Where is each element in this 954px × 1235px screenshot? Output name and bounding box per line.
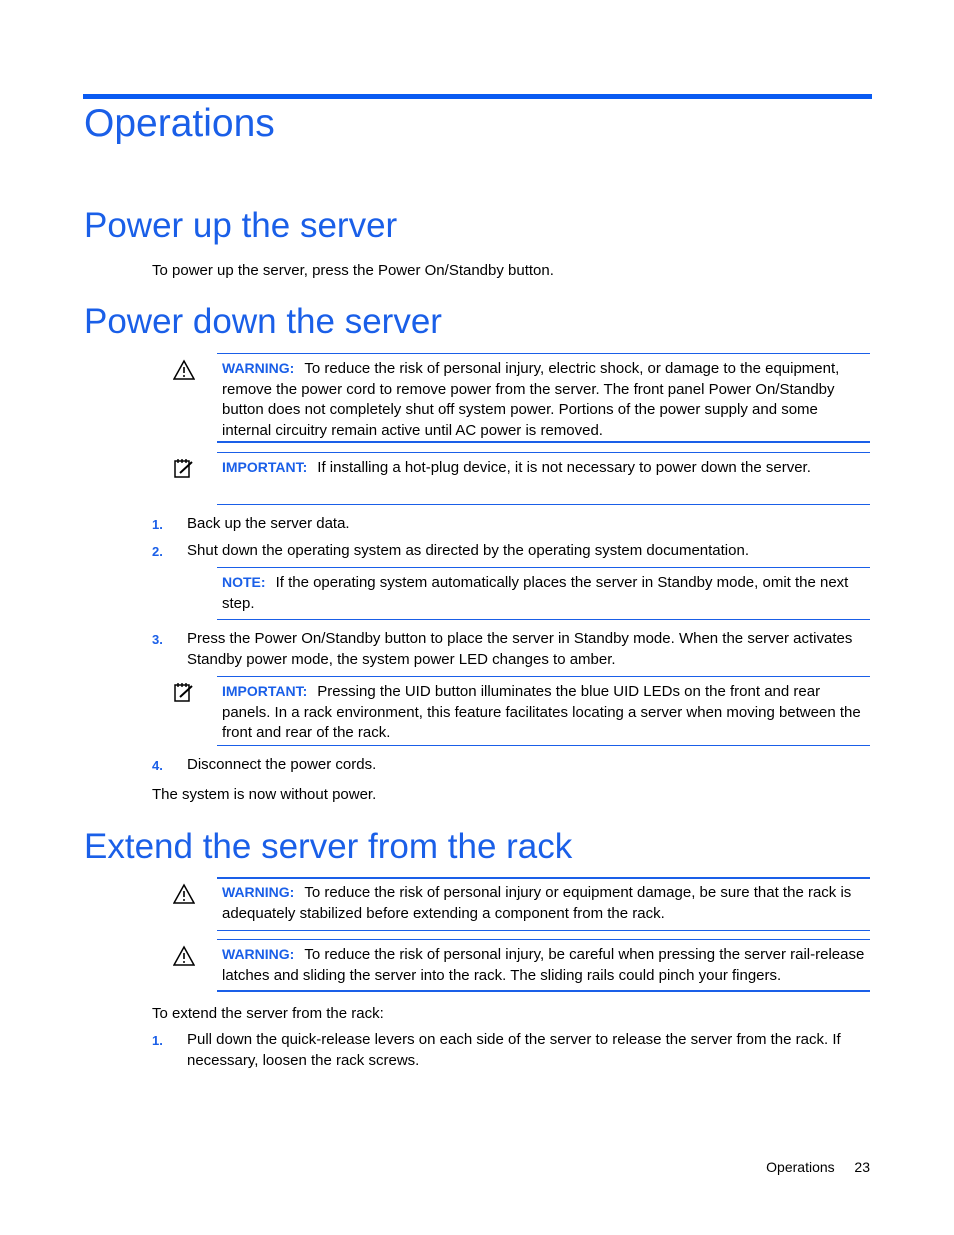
note-rule-bottom [217,619,870,620]
warning-notice [222,944,868,986]
notice-rule-bottom [217,990,870,992]
step-number: 3. [152,632,163,647]
important-notepad-icon [173,681,195,703]
step-text: Pull down the quick-release levers on each side of the server to release the server from the rack. If necessary, loosen the rack screws. [187,1031,841,1069]
section-title-power-down: Power down the server [84,302,442,341]
important-notice [222,681,868,744]
closing-text: The system is now without power. [152,786,377,803]
note-notice [222,572,868,614]
note-rule-top [217,567,870,568]
step-number: 4. [152,758,163,773]
step-number: 1. [152,517,163,532]
important-notepad-icon [173,457,195,479]
notice-rule-bottom [217,441,870,443]
notice-rule-top [217,877,870,879]
step-number: 2. [152,544,163,559]
warning-notice [222,882,868,924]
warning-text: To reduce the risk of personal injury, be careful when pressing the server rail-release latches and sliding the server into the rack. The sliding rails could pinch your fingers. [222,946,865,984]
notice-rule-bottom [217,930,870,931]
step-text: Disconnect the power cords. [187,756,377,773]
notice-rule-top [217,452,870,453]
warning-notice [222,358,868,441]
chapter-top-rule [83,94,872,99]
extend-intro: To extend the server from the rack: [152,1005,384,1022]
important-text: Pressing the UID button illuminates the blue UID LEDs on the front and rear panels. In a rack environment, this feature facilitates locating a server when moving between the front and rear of the rack. [222,683,861,741]
page-footer [766,1159,870,1175]
warning-text: To reduce the risk of personal injury or equipment damage, be sure that the rack is adequately stabilized before extending a component from the rack. [222,884,852,922]
notice-rule-top [217,939,870,940]
page-number: 23 [854,1159,870,1175]
footer-section: Operations [766,1159,835,1175]
important-label: IMPORTANT: [222,459,308,475]
step-text: Back up the server data. [187,515,350,532]
notice-rule-top [217,353,870,354]
warning-triangle-icon [173,945,195,967]
chapter-title: Operations [84,102,275,145]
warning-label: WARNING: [222,884,295,900]
important-text: If installing a hot-plug device, it is not necessary to power down the server. [317,459,811,476]
note-label: NOTE: [222,574,266,590]
section-title-power-up: Power up the server [84,206,398,245]
step-text: Shut down the operating system as directed by the operating system documentation. [187,542,749,559]
step-text: Press the Power On/Standby button to place the server in Standby mode. When the server activates Standby power mode, the system power LED changes to amber. [187,630,853,668]
notice-rule-top [217,676,870,677]
important-label: IMPORTANT: [222,683,308,699]
step-number: 1. [152,1033,163,1048]
note-text: If the operating system automatically places the server in Standby mode, omit the next step. [222,574,849,612]
power-up-body: To power up the server, press the Power On/Standby button. [152,262,554,279]
section-title-extend: Extend the server from the rack [84,827,573,866]
warning-triangle-icon [173,883,195,905]
notice-rule-bottom [217,504,870,505]
warning-triangle-icon [173,359,195,381]
warning-label: WARNING: [222,946,295,962]
important-notice [222,457,868,479]
notice-rule-bottom [217,745,870,746]
warning-label: WARNING: [222,360,295,376]
warning-text: To reduce the risk of personal injury, electric shock, or damage to the equipment, remove the power cord to remove power from the server. The front panel Power On/Standby button does not completely shut off system power. Portions of the power supply and some internal circuitry remain active until AC power is removed. [222,360,840,439]
